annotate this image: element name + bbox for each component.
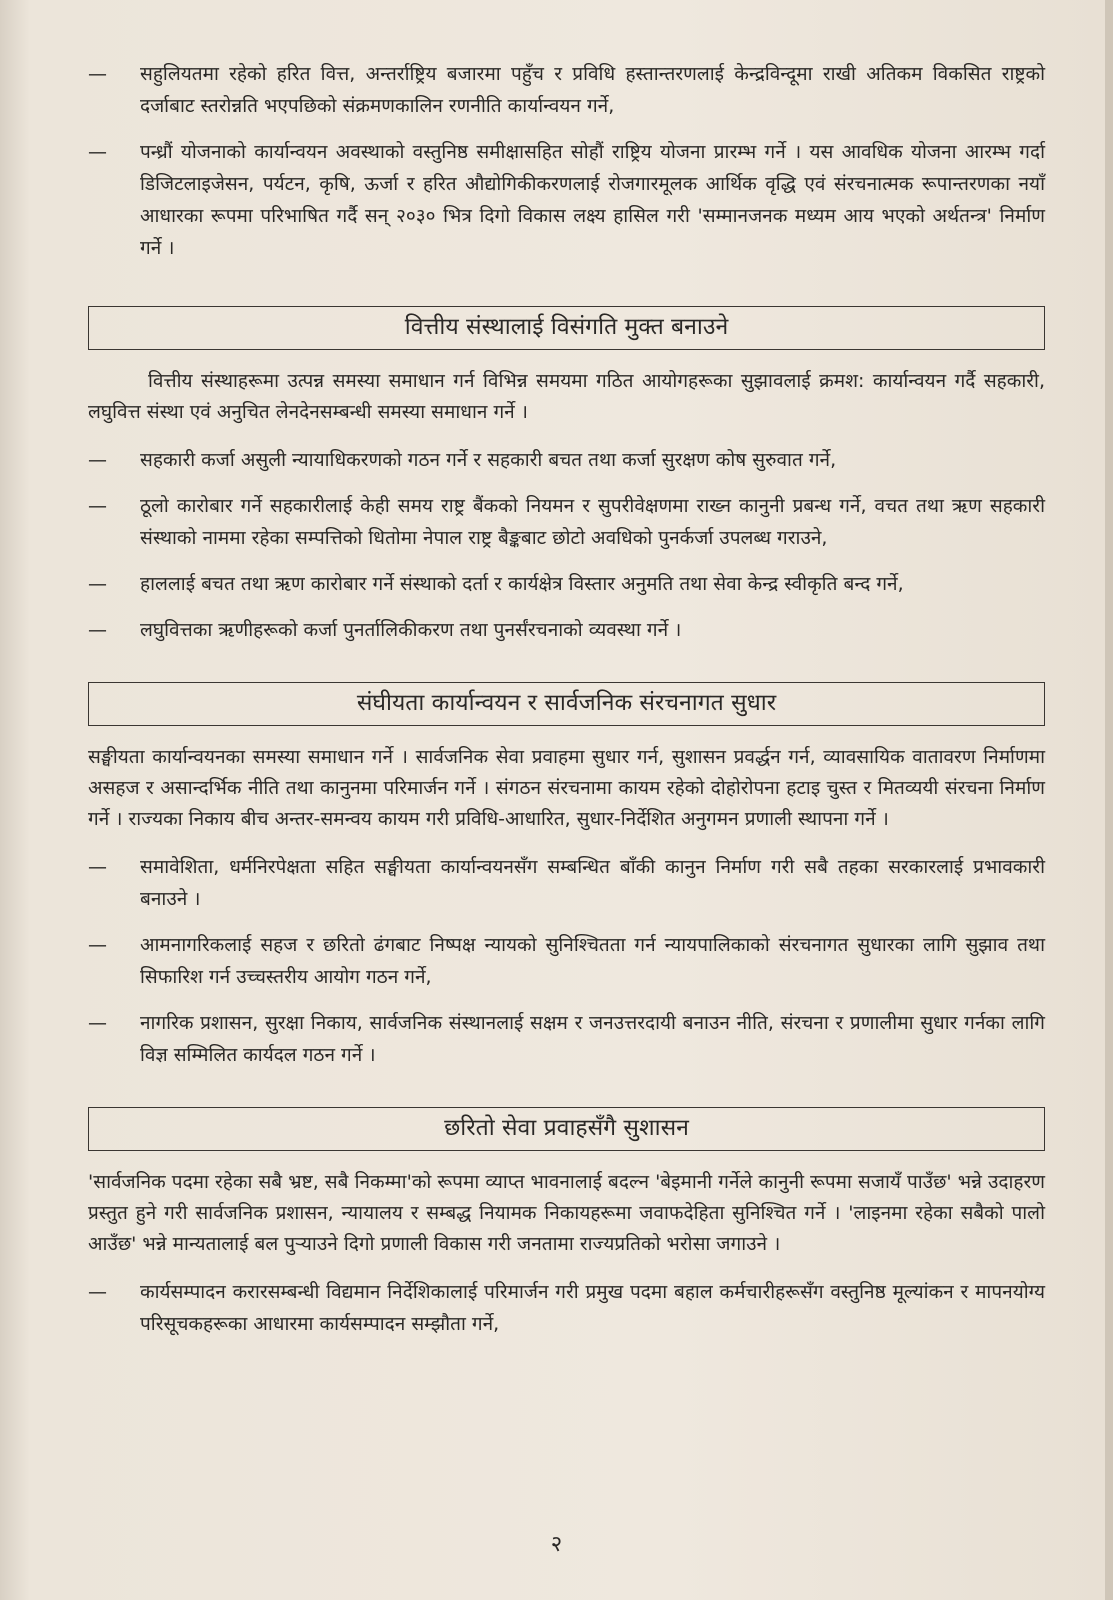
section-heading-good-governance: छरितो सेवा प्रवाहसँगै सुशासन: [88, 1107, 1045, 1151]
bullet-dash: —: [88, 1012, 107, 1034]
list-item: [88, 1276, 1045, 1340]
list-item-text: सहुलियतमा रहेको हरित वित्त, अन्तर्राष्ट्रिय बजारमा पहुँच र प्रविधि हस्तान्तरणलाई केन्द्रविन्दूमा राखी अतिकम विकसित राष्ट्रको दर्जाबाट स्तरोन्नति भएपछिको संक्रमणकालिन रणनीति कार्यान्वयन गर्ने,: [140, 63, 1045, 117]
list-item: [88, 851, 1045, 915]
section-heading-financial-institutions: वित्तीय संस्थालाई विसंगति मुक्त बनाउने: [88, 306, 1045, 350]
list-item-text: कार्यसम्पादन करारसम्बन्धी विद्यमान निर्देशिकालाई परिमार्जन गरी प्रमुख पदमा बहाल कर्मचारीहरूसँग वस्तुनिष्ठ मूल्यांकन र मापनयोग्य परिसूचकहरूका आधारमा कार्यसम्पादन सम्झौता गर्ने,: [140, 1281, 1045, 1335]
list-item: [88, 136, 1045, 264]
list-item-text: नागरिक प्रशासन, सुरक्षा निकाय, सार्वजनिक संस्थानलाई सक्षम र जनउत्तरदायी बनाउन नीति, संरचना र प्रणालीमा सुधार गर्नका लागि विज्ञ सम्मिलित कार्यदल गठन गर्ने ।: [140, 1012, 1045, 1066]
list-item: [88, 58, 1045, 122]
section-paragraph: 'सार्वजनिक पदमा रहेका सबै भ्रष्ट, सबै निकम्मा'को रूपमा व्याप्त भावनालाई बदल्न 'बेइमानी गर्नेले कानुनी रूपमा सजायँ पाउँछ' भन्ने उदाहरण प्रस्तुत हुने गरी सार्वजनिक प्रशासन, न्यायालय र सम्बद्ध नियामक निकायहरूमा जवाफदेहिता सुनिश्चित गर्ने । 'लाइनमा रहेका सबैको पालो आउँछ' भन्ने मान्यतालाई बल पुर्‍याउने दिगो प्रणाली विकास गरी जनतामा राज्यप्रतिको भरोसा जगाउने ।: [88, 1171, 1045, 1255]
list-item: [88, 614, 1045, 646]
list-item-text: हाललाई बचत तथा ऋण कारोबार गर्ने संस्थाको दर्ता र कार्यक्षेत्र विस्तार अनुमति तथा सेवा केन्द्र स्वीकृति बन्द गर्ने,: [140, 573, 904, 595]
list-item-text: ठूलो कारोबार गर्ने सहकारीलाई केही समय राष्ट्र बैंकको नियमन र सुपरीवेक्षणमा राख्न कानुनी प्रबन्ध गर्ने, वचत तथा ऋण सहकारी संस्थाको नाममा रहेका सम्पत्तिको धितोमा नेपाल राष्ट्र बैङ्कबाट छोटो अवधिको पुनर्कर्जा उपलब्ध गराउने,: [140, 495, 1045, 549]
section-heading-federalism: संघीयता कार्यान्वयन र सार्वजनिक संरचनागत सुधार: [88, 682, 1045, 726]
bullet-dash: —: [88, 449, 107, 471]
bullet-dash: —: [88, 934, 107, 956]
section-paragraph: सङ्घीयता कार्यान्वयनका समस्या समाधान गर्ने । सार्वजनिक सेवा प्रवाहमा सुधार गर्न, सुशासन प्रवर्द्धन गर्न, व्यावसायिक वातावरण निर्माणमा असहज र असान्दर्भिक नीति तथा कानुनमा परिमार्जन गर्ने । संगठन संरचनामा कायम रहेको दोहोरोपना हटाइ चुस्त र मितव्ययी संरचना निर्माण गर्ने । राज्यका निकाय बीच अन्तर-समन्वय कायम गरी प्रविधि-आधारित, सुधार-निर्देशित अनुगमन प्रणाली स्थापना गर्ने ।: [88, 746, 1045, 830]
list-item-text: पन्ध्रौं योजनाको कार्यान्वयन अवस्थाको वस्तुनिष्ठ समीक्षासहित सोहौं राष्ट्रिय योजना प्रारम्भ गर्ने । यस आवधिक योजना आरम्भ गर्दा डिजिटलाइजेसन, पर्यटन, कृषि, ऊर्जा र हरित औद्योगिकीकरणलाई रोजगारमूलक आर्थिक वृद्धि एवं संरचनात्मक रूपान्तरणका नयाँ आधारका रूपमा परिभाषित गर्दै सन् २०३० भित्र दिगो विकास लक्ष्य हासिल गरी 'सम्मानजनक मध्यम आय भएको अर्थतन्त्र' निर्माण गर्ने ।: [140, 141, 1045, 259]
list-item: [88, 929, 1045, 993]
bullet-dash: —: [88, 63, 107, 85]
page-number: २: [550, 1532, 563, 1557]
bullet-dash: —: [88, 141, 107, 163]
bullet-dash: —: [88, 856, 107, 878]
list-item-text: सहकारी कर्जा असुली न्यायाधिकरणको गठन गर्ने र सहकारी बचत तथा कर्जा सुरक्षण कोष सुरुवात गर्ने,: [140, 449, 837, 471]
bullet-dash: —: [88, 619, 107, 641]
list-item-text: लघुवित्तका ऋणीहरूको कर्जा पुनर्तालिकीकरण तथा पुनर्संरचनाको व्यवस्था गर्ने ।: [140, 619, 682, 641]
list-item: [88, 444, 1045, 476]
list-item: [88, 1007, 1045, 1071]
section-paragraph: वित्तीय संस्थाहरूमा उत्पन्न समस्या समाधान गर्न विभिन्न समयमा गठित आयोगहरूका सुझावलाई क्रमश: कार्यान्वयन गर्दै सहकारी, लघुवित्त संस्था एवं अनुचित लेनदेनसम्बन्धी समस्या समाधान गर्ने ।: [88, 370, 1045, 423]
list-item-text: आमनागरिकलाई सहज र छरितो ढंगबाट निष्पक्ष न्यायको सुनिश्चितता गर्न न्यायपालिकाको संरचनागत सुधारका लागि सुझाव तथा सिफारिश गर्न उच्चस्तरीय आयोग गठन गर्ने,: [140, 934, 1045, 988]
bullet-dash: —: [88, 495, 107, 517]
bullet-dash: —: [88, 573, 107, 595]
list-item: [88, 490, 1045, 554]
list-item: [88, 568, 1045, 600]
bullet-dash: —: [88, 1281, 107, 1303]
list-item-text: समावेशिता, धर्मनिरपेक्षता सहित सङ्घीयता कार्यान्वयनसँग सम्बन्धित बाँकी कानुन निर्माण गरी सबै तहका सरकारलाई प्रभावकारी बनाउने ।: [140, 856, 1045, 910]
